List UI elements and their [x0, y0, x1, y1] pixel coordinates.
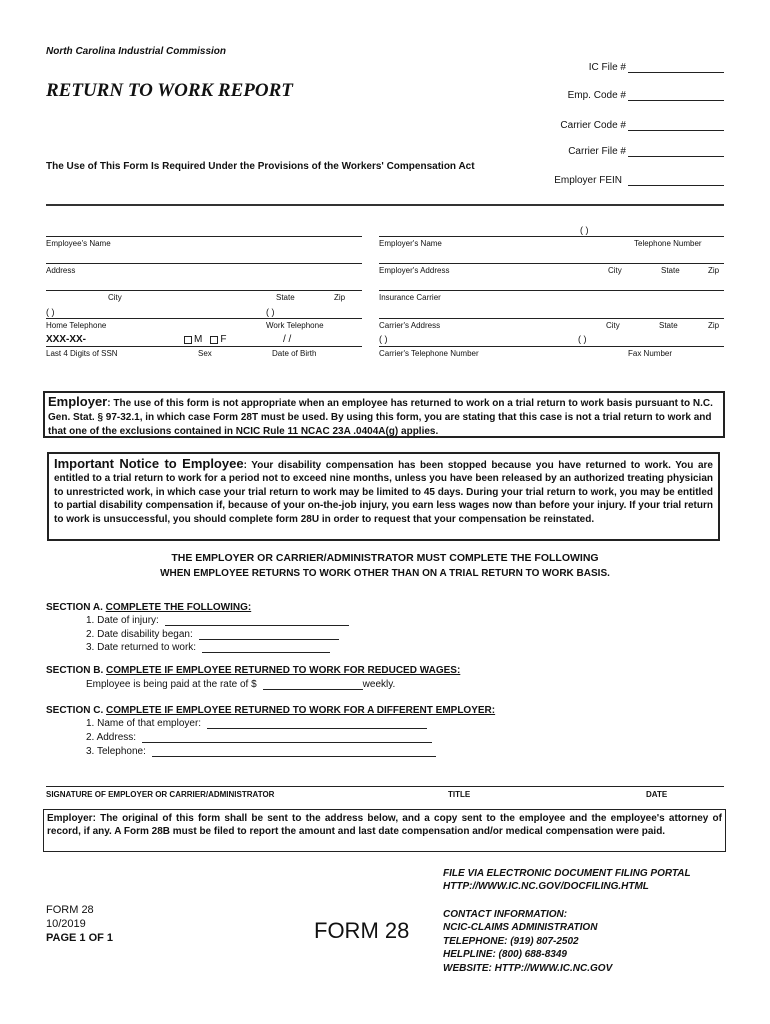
form-date: 10/2019: [46, 918, 86, 930]
title-label: TITLE: [448, 790, 471, 799]
date-of-injury-input[interactable]: [165, 616, 349, 626]
form-title: RETURN TO WORK REPORT: [46, 80, 293, 101]
carrier-address-label: Carrier's Address: [379, 321, 441, 330]
ic-file-field[interactable]: [589, 62, 724, 73]
dob-slashes: / /: [283, 334, 292, 345]
date-returned-input[interactable]: [202, 643, 330, 653]
header-divider: [46, 204, 724, 206]
other-employer-telephone-label: 3. Telephone:: [86, 746, 146, 757]
section-a-item-3: [86, 642, 330, 653]
home-telephone-label: Home Telephone: [46, 321, 107, 330]
form-subtitle: The Use of This Form Is Required Under the Provisions of the Workers' Compensation Act: [46, 161, 475, 172]
carrier-file-label: Carrier File #: [568, 146, 626, 157]
contact-line-1: NCIC-CLAIMS ADMINISTRATION: [443, 922, 598, 934]
employer-notice-text: : The use of this form is not appropriate when an employee has returned to work on a trial return to work basis pursuant to N.C. Gen. Stat. § 97-32.1, in which case Form 28T must be used. By using this form, you are stating that this case is not a trial return to work and that one of the exclusions contained in NCIC Rule 11 NCAC 23A .0404A(g) applies.: [48, 398, 713, 437]
insurance-carrier-label: Insurance Carrier: [379, 293, 441, 302]
home-phone-paren: ( ): [46, 307, 55, 317]
section-c-item-2: [86, 732, 432, 743]
other-employer-name-input[interactable]: [207, 719, 427, 729]
section-c-title: COMPLETE IF EMPLOYEE RETURNED TO WORK FOR A DIFFERENT EMPLOYER:: [106, 705, 496, 716]
section-c-prefix: SECTION C.: [46, 705, 107, 716]
sex-options: [182, 334, 226, 345]
section-a-title: COMPLETE THE FOLLOWING:: [105, 602, 252, 613]
carrier-phone-paren: ( ): [379, 334, 388, 344]
insurance-carrier-line[interactable]: [379, 290, 724, 291]
employer-notice-lead: Employer: [48, 394, 108, 409]
carrier-code-label: Carrier Code #: [560, 120, 626, 131]
employer-notice-box: [43, 391, 725, 438]
section-a-heading: [46, 602, 251, 613]
sex-male-checkbox[interactable]: [184, 336, 192, 344]
address-line[interactable]: [46, 263, 362, 264]
employee-notice-text: : Your disability compensation has been stopped because you have returned to work. You are entitled to a trial return to work for a period not to exceed nine months, unless you have been released by an authorized treating physician to unrestricted work, in which case your trial return to work may be limited to 45 days. During your trial return to work, you may be entitled to partial disability compensation if, because of your on-the-job injury, you earn less wages now than before your injury. If your trial return to work is unsuccessful, you should complete form 28U in order to request that your compensation be reinstated.: [54, 460, 713, 525]
section-a-item-1: [86, 615, 349, 626]
ssn-prefix: XXX-XX-: [46, 334, 87, 345]
date-disability-began-input[interactable]: [199, 630, 339, 640]
work-telephone-label: Work Telephone: [266, 321, 324, 330]
agency-name: North Carolina Industrial Commission: [46, 46, 227, 57]
instruction-line-2: WHEN EMPLOYEE RETURNS TO WORK OTHER THAN ON A TRIAL RETURN TO WORK BASIS.: [160, 568, 610, 579]
section-b-heading: [46, 665, 460, 676]
rate-input[interactable]: [263, 680, 363, 690]
section-c-heading: [46, 705, 495, 716]
ic-file-label: IC File #: [588, 62, 626, 73]
date-returned-label: 3. Date returned to work:: [86, 642, 197, 653]
work-phone-paren: ( ): [266, 307, 275, 317]
sex-female-label: F: [220, 334, 227, 345]
date-disability-began-label: 2. Date disability began:: [86, 629, 193, 640]
date-label: DATE: [646, 790, 668, 799]
contact-website[interactable]: WEBSITE: HTTP://WWW.IC.NC.GOV: [443, 962, 613, 974]
sex-label: Sex: [198, 349, 212, 358]
employer-city-label: City: [608, 266, 622, 275]
emp-code-label: Emp. Code #: [567, 90, 626, 101]
carrier-address-line[interactable]: [379, 318, 724, 319]
signature-label: SIGNATURE OF EMPLOYER OR CARRIER/ADMINISTRATOR: [46, 790, 275, 799]
section-a-prefix: SECTION A.: [46, 602, 106, 613]
section-a-item-2: [86, 629, 339, 640]
instruction-line-1: THE EMPLOYER OR CARRIER/ADMINISTRATOR MUST COMPLETE THE FOLLOWING: [171, 552, 599, 564]
city-label: City: [108, 293, 122, 302]
page-number: PAGE 1 OF 1: [46, 932, 114, 944]
ssn-line[interactable]: [46, 346, 362, 347]
employer-name-line[interactable]: [379, 236, 724, 237]
carrier-zip-label: Zip: [708, 321, 720, 330]
carrier-file-field[interactable]: [568, 146, 724, 157]
zip-label: Zip: [334, 293, 346, 302]
rate-suffix: weekly.: [362, 679, 396, 690]
employer-phone-paren: ( ): [580, 225, 589, 235]
fax-number-label: Fax Number: [628, 349, 673, 358]
employer-address-label: Employer's Address: [379, 266, 450, 275]
carrier-code-field[interactable]: [560, 120, 724, 131]
section-b-rate: [86, 679, 395, 690]
employer-fein-field[interactable]: [554, 175, 724, 186]
carrier-city-label: City: [606, 321, 620, 330]
employee-name-line[interactable]: [46, 236, 362, 237]
rate-label: Employee is being paid at the rate of $: [86, 679, 257, 690]
employer-name-label: Employer's Name: [379, 239, 442, 248]
section-c-item-1: [86, 718, 427, 729]
filing-line-1: FILE VIA ELECTRONIC DOCUMENT FILING PORTAL: [443, 868, 691, 879]
date-of-injury-label: 1. Date of injury:: [86, 615, 159, 626]
employee-notice-box: [47, 452, 720, 541]
other-employer-name-label: 1. Name of that employer:: [86, 718, 202, 729]
form-big-label: FORM 28: [314, 918, 410, 943]
contact-telephone: TELEPHONE: (919) 807-2502: [443, 935, 579, 947]
contact-title: CONTACT INFORMATION:: [443, 909, 568, 920]
telephone-number-label: Telephone Number: [634, 239, 702, 248]
employee-name-label: Employee's Name: [46, 239, 111, 248]
employer-fein-label: Employer FEIN: [554, 175, 622, 186]
employee-notice-lead: Important Notice to Employee: [54, 456, 244, 471]
carrier-telephone-label: Carrier's Telephone Number: [379, 349, 479, 358]
address-label: Address: [46, 266, 76, 275]
section-b-title: COMPLETE IF EMPLOYEE RETURNED TO WORK FOR REDUCED WAGES:: [106, 665, 461, 676]
footer-notice-box: Employer: The original of this form shall be sent to the address below, and a copy sent to the employee and the employee's attorney of record, if any. A Form 28B must be filed to report the amount and last date compensation and/or medical compensation were paid.: [43, 809, 726, 852]
carrier-phone-line[interactable]: [379, 346, 724, 347]
signature-line[interactable]: [46, 786, 724, 787]
city-state-zip-line[interactable]: [46, 290, 362, 291]
emp-code-field[interactable]: [568, 90, 724, 101]
employer-zip-label: Zip: [708, 266, 720, 275]
contact-block: [443, 908, 612, 975]
phone-line[interactable]: [46, 318, 362, 319]
filing-link[interactable]: HTTP://WWW.IC.NC.GOV/DOCFILING.HTML: [443, 881, 649, 892]
employer-address-line[interactable]: [379, 263, 724, 264]
section-c-item-3: [86, 746, 436, 757]
other-employer-address-input[interactable]: [142, 733, 432, 743]
form-number: FORM 28: [46, 904, 94, 916]
employer-state-label: State: [661, 266, 680, 275]
section-b-prefix: SECTION B.: [46, 665, 107, 676]
sex-female-checkbox[interactable]: [210, 336, 218, 344]
other-employer-telephone-input[interactable]: [152, 747, 436, 757]
dob-label: Date of Birth: [272, 349, 317, 358]
fax-paren: ( ): [578, 334, 587, 344]
other-employer-address-label: 2. Address:: [86, 732, 137, 743]
sex-male-label: M: [194, 334, 203, 345]
ssn-label: Last 4 Digits of SSN: [46, 349, 118, 358]
state-label: State: [276, 293, 295, 302]
carrier-state-label: State: [659, 321, 678, 330]
contact-helpline: HELPLINE: (800) 688-8349: [443, 949, 567, 961]
